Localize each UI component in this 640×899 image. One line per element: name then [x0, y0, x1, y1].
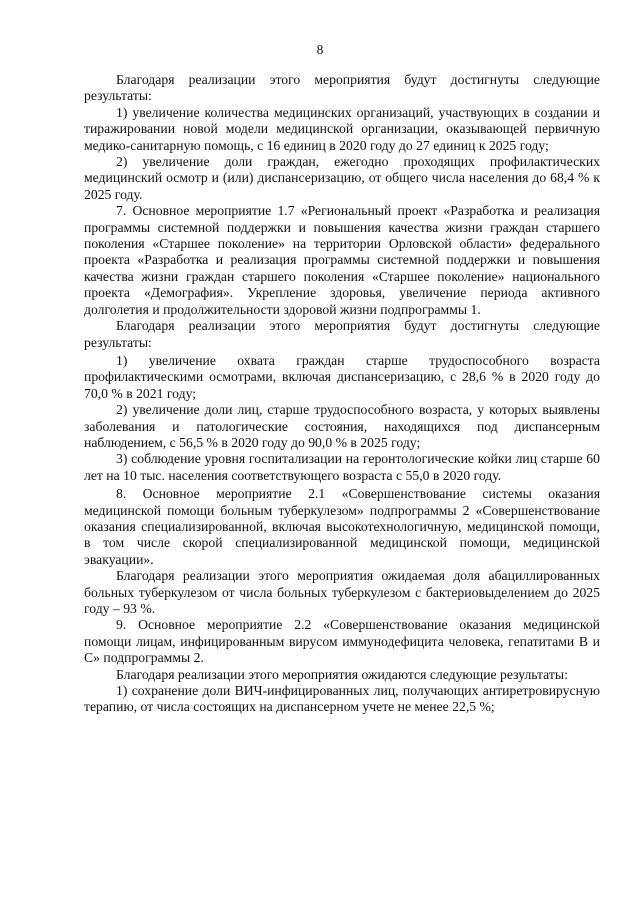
paragraph-results-intro-3: Благодаря реализации этого мероприятия ожидаются следующие результаты: [116, 666, 568, 682]
paragraph-item-8: 8. Основное мероприятие 2.1 «Совершенствование системы оказания медицинской помощи больным туберкулезом» подпрограммы 2 «Совершенствование оказания специализированной, включая высокотехнологичную, медицинской помощи, в том числе скорой специализированной медицинской помощи, медицинской эвакуации». [84, 486, 600, 567]
paragraph-item-7: 7. Основное мероприятие 1.7 «Региональный проект «Разработка и реализация программы системной поддержки и повышения качества жизни граждан старшего поколения «Старшее поколение» на территории Орловской области» федерального проекта «Разработка и реализация программы системной поддержки и повышения качества жизни граждан старшего поколения «Старшее поколение» национального проекта «Демография». Укрепление здоровья, увеличение периода активного долголетия и продолжительности здоровой жизни подпрограммы 1. [84, 203, 600, 317]
paragraph-item-9: 9. Основное мероприятие 2.2 «Совершенствование оказания медицинской помощи лицам, инфицированным вирусом иммунодефицита человека, гепатитами В и С» подпрограммы 2. [84, 617, 600, 666]
paragraph-result-1-1: 1) увеличение количества медицинских организаций, участвующих в создании и тиражировании новой модели медицинской организации, оказывающей первичную медико-санитарную помощь, с 16 единиц в 2020 году до 27 единиц к 2025 году; [84, 104, 600, 153]
paragraph-result-2-1: 1) увеличение охвата граждан старше трудоспособного возраста профилактическими осмотрами, включая диспансеризацию, с 28,6 % в 2020 году до 70,0 % в 2021 году; [84, 352, 600, 401]
paragraph-results-intro-1: Благодаря реализации этого мероприятия будут достигнуты следующие результаты: [84, 72, 600, 104]
paragraph-result-2-3: 3) соблюдение уровня госпитализации на геронтологические койки лиц старше 60 лет на 10 тыс. населения соответствующего возраста с 55,0 в 2020 году. [84, 451, 600, 483]
paragraph-results-intro-2: Благодаря реализации этого мероприятия будут достигнуты следующие результаты: [84, 318, 600, 350]
paragraph-result-1-2: 2) увеличение доли граждан, ежегодно проходящих профилактических медицинский осмотр и (или) диспансеризацию, от общего числа населения до 68,4 % к 2025 году. [84, 154, 600, 202]
paragraph-result-3-1: 1) сохранение доли ВИЧ-инфицированных лиц, получающих антиретровирусную терапию, от числа состоящих на диспансерном учете не менее 22,5 %; [84, 683, 600, 715]
document-body [84, 72, 600, 716]
paragraph-item-8-result: Благодаря реализации этого мероприятия ожидаемая доля абациллированных больных туберкулезом от числа больных туберкулезом с бактериовыделением до 2025 году – 93 %. [84, 568, 600, 616]
paragraph-result-2-2: 2) увеличение доли лиц, старше трудоспособного возраста, у которых выявлены заболевания и патологические состояния, находящихся под диспансерным наблюдением, с 56,5 % в 2020 году до 90,0 % в 2025 году; [84, 402, 600, 450]
page-number: 8 [316, 42, 324, 57]
